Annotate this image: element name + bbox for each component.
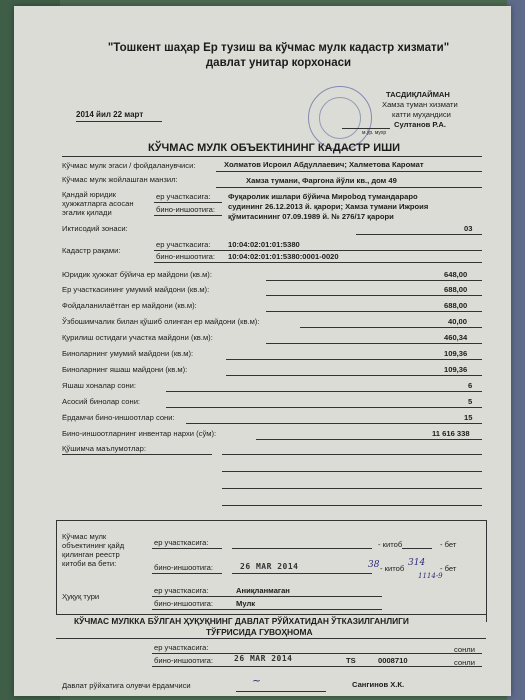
registry-date-stamp: 26 MAR 2014 [240,562,299,571]
approval-line1: Хамза туман хизмати [382,100,458,109]
area-value: 15 [464,413,473,422]
cadastral-document [56,24,501,692]
area-value: 5 [468,397,473,406]
approval-name: Султанов Р.А. [394,120,447,129]
registry-book-label-2: - китоб [380,564,405,573]
registry-page-handwritten-2: 1114-9 [418,572,443,580]
legal-docs-label2: ҳужжатларга асосан [62,199,134,208]
registry-book-handwritten: 38 [368,560,380,570]
address-label: Кўчмас мулк жойлашган манзил: [62,175,178,184]
owner-value: Холматов Исроил Абдуллаевич; Халметова Каромат [224,160,424,169]
area-label: Ўзбошимчалик билан қўшиб олинган ер майдони (кв.м): [62,317,260,326]
area-value: 40,00 [448,317,468,326]
header-line2: давлат унитар корхонаси [205,57,352,69]
cadastral-land-label: ер участкасига: [156,240,211,249]
area-label: Асосий бинолар сони: [62,397,141,406]
area-value: 6 [468,381,473,390]
rights-label: Ҳуқуқ тури [62,592,100,601]
approval-title: ТАСДИҚЛАЙМАН [386,90,450,99]
area-label: Қурилиш остидаги участка майдони (кв.м): [62,333,213,342]
area-label: Ёрдамчи бино-иншоотлар сони: [62,413,175,422]
legal-land-label: ер участкасига: [156,192,211,201]
registry-building-label: бино-иншоотига: [154,563,213,572]
assistant-name: Сангинов Х.К. [352,680,405,689]
cadastral-building-value: 10:04:02:01:01:5380:0001-0020 [228,252,339,261]
rights-land-label: ер участкасига: [154,586,209,595]
certificate-serial: TS [346,656,356,665]
official-stamp [308,86,372,150]
registry-page-label-2: - бет [440,564,457,573]
area-value: 688,00 [444,301,468,310]
registry-page-handwritten: 314 [408,558,426,568]
registry-label2: объектининг қайд [62,541,125,550]
cadastral-label: Кадастр рақами: [62,246,121,255]
legal-building-label: бино-иншоотига: [156,205,215,214]
approval-line2: катти муҳандиси [392,110,451,119]
economic-zone-label: Иктисодий зонаси: [62,224,128,233]
assistant-label: Давлат рўйхатига олувчи ёрдамчиси [62,681,191,690]
area-value: 109,36 [444,349,468,358]
registry-label1: Кўчмас мулк [62,532,107,541]
area-label: Биноларнинг умумий майдони (кв.м): [62,349,194,358]
area-label: Бино-иншоотларнинг инвентар нархи (сўм): [62,429,217,438]
certificate-number: 0008710 [378,656,408,665]
area-value: 460,34 [444,333,468,342]
legal-land-value1: Фуқаролик ишлари бўйича Мирobод тумандараро [228,192,418,201]
legal-land-value2: судининг 26.12.2013 й. қарори; Хамза тумани Ижроия [228,202,429,211]
document-date: 2014 йил 22 март [76,110,144,119]
owner-label: Кўчмас мулк эгаси / фойдаланувчиси: [62,161,196,170]
legal-docs-label3: эгалик қилади [62,208,112,217]
area-label: Биноларнинг яшаш майдони (кв.м): [62,365,188,374]
certificate-title1: КЎЧМАС МУЛККА БЎЛГАН ҲУҚУҚНИНГ ДАВЛАТ РЎЙХАТИДАН ЎТКАЗИЛГАНЛИГИ [74,616,409,626]
area-value: 648,00 [444,270,468,279]
legal-docs-label1: Қандай юридик [62,190,117,199]
registry-label4: китоби ва бети: [62,559,117,568]
address-value: Хамза тумани, Фаргона йўли кв., дом 49 [246,176,397,185]
certificate-building-label: бино-иншоотига: [154,656,213,665]
cadastral-land-value: 10:04:02:01:01:5380 [228,240,300,249]
area-label: Фойдаланилаётган ер майдони (кв.м): [62,301,197,310]
legal-land-value3: қўмитасининг 07.09.1989 й. № 276/17 қарори [228,212,394,221]
rights-building-label: бино-иншоотига: [154,599,213,608]
assistant-signature: ~ [252,674,262,687]
registry-land-label: ер участкасига: [154,538,209,547]
approval-note: м.ўр. мухр [362,130,387,136]
area-label: Ер участкасининг умумий майдони (кв.м): [62,285,210,294]
header-line1: "Тошкент шаҳар Ер тузиш ва кўчмас мулк кадастр хизмати" [107,42,450,54]
area-label: Юридик ҳужжат бўйича ер майдони (кв.м): [62,270,212,279]
certificate-land-label: ер участкасига: [154,643,209,652]
area-value: 11 616 338 [432,429,470,438]
certificate-building-sonli: сонли [454,658,475,667]
registry-label3: қилинган реестр [62,550,120,559]
additional-info-label: Қўшимча маълумотлар: [62,444,146,453]
cadastral-building-label: бино-иншоотига: [156,252,215,261]
rights-land-value: Аниқланмаган [236,586,290,595]
document-title: КЎЧМАС МУЛК ОБЪЕКТИНИНГ КАДАСТР ИШИ [148,142,401,154]
registry-book-label: - китоб [378,540,403,549]
certificate-date-stamp: 26 MAR 2014 [234,654,293,663]
area-value: 109,36 [444,365,468,374]
economic-zone-value: 03 [464,224,473,233]
rights-building-value: Мулк [236,599,256,608]
registry-page-label: - бет [440,540,457,549]
area-label: Яшаш хоналар сони: [62,381,136,390]
certificate-land-sonli: сонли [454,645,475,654]
certificate-title2: ТЎҒРИСИДА ГУВОҲНОМА [206,627,313,637]
document-sheet [14,6,511,696]
area-value: 688,00 [444,285,468,294]
